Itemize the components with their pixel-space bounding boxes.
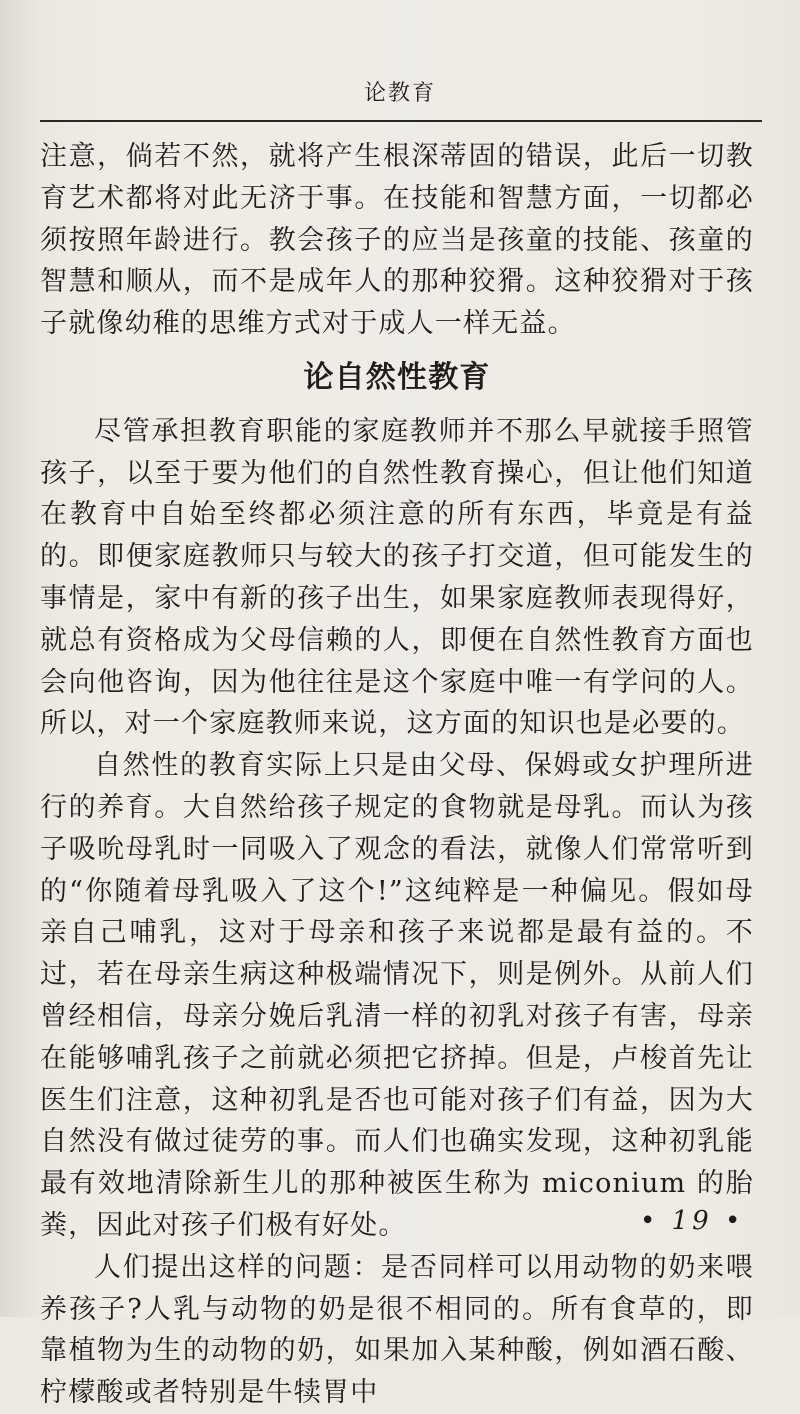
paragraph: 尽管承担教育职能的家庭教师并不那么早就接手照管孩子，以至于要为他们的自然性教育操心，但让他们知道在教育中自始至终都必须注意的所有东西，毕竟是有益的。即便家庭教师只与较大的孩子打交道，但可能发生的事情是，家中有新的孩子出生，如果家庭教师表现得好，就总有资格成为父母信赖的人，即便在自然性教育方面也会向他咨询，因为他往往是这个家庭中唯一有学问的人。所以，对一个家庭教师来说，这方面的知识也是必要的。: [40, 415, 754, 740]
page-number: • 19 •: [640, 1206, 745, 1236]
section-title: 论自然性教育: [303, 359, 491, 395]
paragraph: 人们提出这样的问题：是否同样可以用动物的奶来喂养孩子?人乳与动物的奶是很不相同的。所有食草的，即靠植物为生的动物的奶，如果加入某种酸，例如酒石酸、柠檬酸或者特别是牛犊胃中: [40, 1251, 754, 1409]
running-header: 论教育: [363, 81, 436, 106]
paragraph: 自然性的教育实际上只是由父母、保姆或女护理所进行的养育。大自然给孩子规定的食物就是母乳。而认为孩子吸吮母乳时一同吸入了观念的看法，就像人们常常听到的“你随着母乳吸入了这个!”这纯粹是一种偏见。假如母亲自己哺乳，这对于母亲和孩子来说都是最有益的。不过，若在母亲生病这种极端情况下，则是例外。从前人们曾经相信，母亲分娩后乳清一样的初乳对孩子有害，母亲在能够哺乳孩子之前就必须把它挤掉。但是，卢梭首先让医生们注意，这种初乳是否也可能对孩子们有益，因为大自然没有做过徒劳的事。而人们也确实发现，这种初乳能最有效地清除新生儿的那种被医生称为 miconium 的胎粪，因此对孩子们极有好处。: [40, 750, 754, 1241]
paragraph-continuation: 注意，倘若不然，就将产生根深蒂固的错误，此后一切教育艺术都将对此无济于事。在技能和智慧方面，一切都必须按照年龄进行。教会孩子的应当是孩童的技能、孩童的智慧和顺从，而不是成年人的那种狡猾。这种狡猾对于孩子就像幼稚的思维方式对于成人一样无益。: [40, 141, 754, 340]
header-rule: [40, 120, 762, 122]
